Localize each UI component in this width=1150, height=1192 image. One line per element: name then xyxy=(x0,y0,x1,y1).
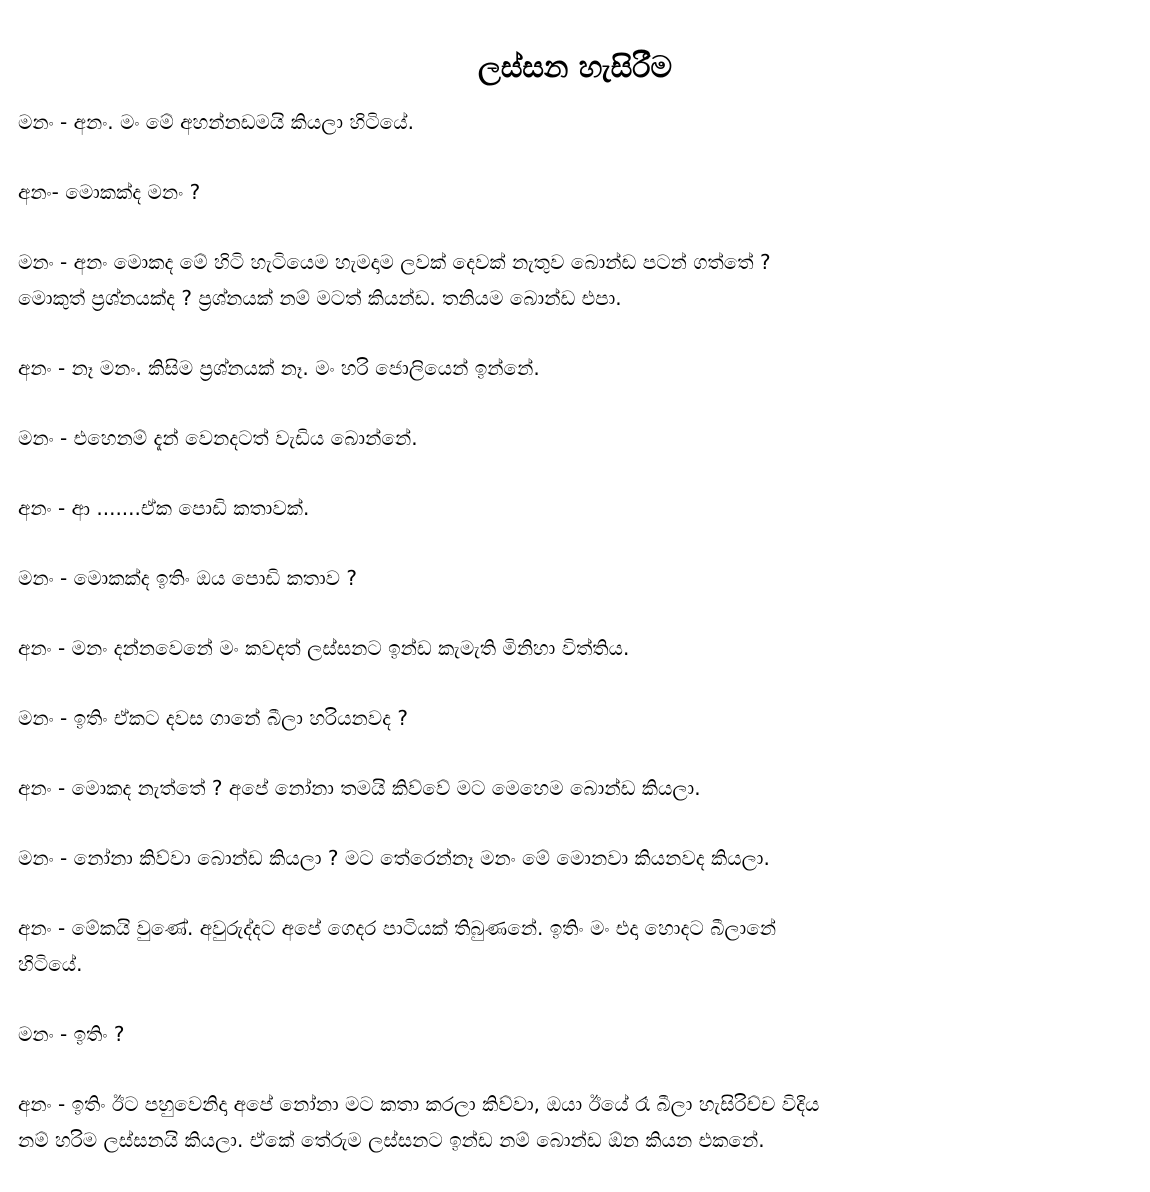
dialogue-line: අනං - මනං දන්නවෙනේ මං කවදත් ලස්සනට ඉන්ඩ කැමැති මිනිහා විත්තිය. xyxy=(18,636,630,660)
dialogue-line: අනං - නෑ මනං. කිසිම ප්‍රශ්නයක් නෑ. මං හරි ජොලියෙන් ඉන්නේ. xyxy=(18,356,540,380)
dialogue-line: අනං - ආ .......ඒක පොඩි කතාවක්. xyxy=(18,496,310,520)
dialogue-line: මනං - මොකක්ද ඉතිං ඔය පොඩි කතාව ? xyxy=(18,566,358,590)
dialogue-line: අනං - මොකද නැත්තේ ? අපේ නෝනා තමයි කිව්වේ මට මෙහෙම බොන්ඩ කියලා. xyxy=(18,776,701,800)
dialogue-line: මනං - නෝනා කිව්වා බොන්ඩ කියලා ? මට තේරෙන්නෑ මනං මේ මොනවා කියනවද කියලා. xyxy=(18,846,770,870)
dialogue-line: අනං- මොකක්ද මනං ? xyxy=(18,180,201,204)
dialogue-line: මනං - එහෙනම් දැන් වෙනදටත් වැඩිය බොන්නේ. xyxy=(18,426,418,450)
dialogue-line: මනං - ඉතිං ඒකට දවස ගානේ බීලා හරියනවද ? xyxy=(18,706,408,730)
dialogue-body xyxy=(18,104,1133,1192)
dialogue-line: මනං - අනං. මං මේ අහන්නඩමයි කියලා හිටියේ. xyxy=(18,110,414,134)
dialogue-line: අනං - ඉතිං ඊට පහුවෙනිදා අපේ නෝනා මට කතා කරලා කිව්වා, ඔයා ඊයේ රෑ බීලා හැසිරිච්ච විදිය නම් හරිම ලස්සනයි කියලා. ඒකේ තේරුම ලස්සනට ඉන්ඩ නම් බොන්ඩ ඕන කියන එකනේ. xyxy=(18,1092,820,1152)
document-title: ලස්සන හැසිරීම xyxy=(477,50,673,86)
dialogue-line: අනං - මේකයි වුණේ. අවුරුද්දට අපේ ගෙදර පාටියක් තිබුණනේ. ඉතිං මං එදා හොදට බීලානේ හිටියේ. xyxy=(18,916,777,976)
dialogue-line: මනං - අනං මොකද මේ හිටි හැටියෙම හැමදාම ලවක් දෙවක් නැතුව බොන්ඩ පටන් ගත්තේ ? මොකුත් ප්‍රශ්නයක්ද ? ප්‍රශ්නයක් නම් මටත් කියන්ඩ. තනියම බොන්ඩ එපා. xyxy=(18,250,771,310)
dialogue-line: මනං - ඉතිං ? xyxy=(18,1022,125,1046)
